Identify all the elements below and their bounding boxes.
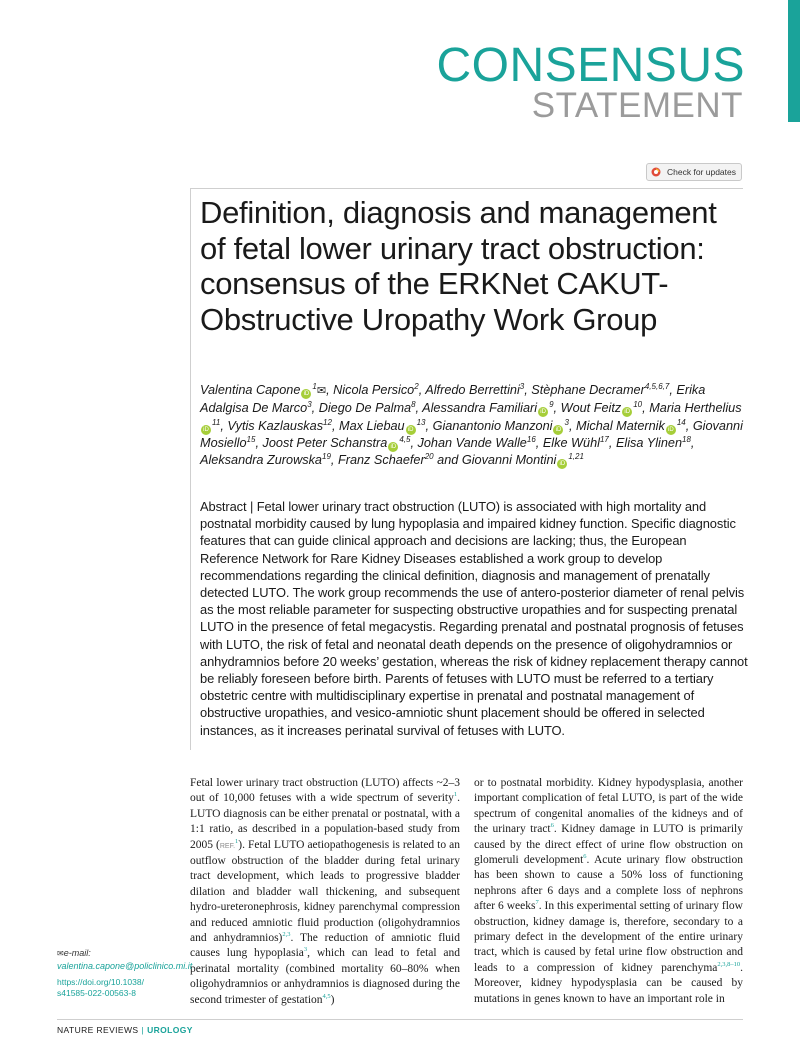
author-separator: , bbox=[220, 418, 228, 433]
citation-sup[interactable]: 6 bbox=[583, 853, 587, 861]
body-text: . The reduction of amniotic fluid causes lung hypoplasia bbox=[190, 932, 460, 960]
check-for-updates-button[interactable] bbox=[646, 163, 742, 181]
body-text: , which can lead to fetal and perinatal mortality (combined mortality 60–80% when oligohydramnios or anhydramnios is diagnosed during the second trimester of gestation bbox=[190, 947, 460, 1006]
author-affiliation: 3 bbox=[564, 417, 569, 427]
orcid-icon[interactable]: iD bbox=[406, 425, 416, 435]
author-name[interactable]: Vytis Kazlauskas bbox=[227, 418, 324, 433]
author-name[interactable]: Wout Feitz bbox=[560, 401, 622, 416]
author-name[interactable]: Giovanni Montini bbox=[461, 453, 557, 468]
email-link[interactable]: valentina.capone@policlinico.mi.it bbox=[57, 961, 193, 971]
author-affiliation: 1,21 bbox=[568, 451, 584, 461]
author-separator: , bbox=[415, 401, 423, 416]
body-text: ). Fetal LUTO aetiopathogenesis is related to an outflow obstruction of the bladder during fetal urinary tract development, which leads to progressive bladder dilation and bladder wall thickening, and subsequent hydro-ureteronephrosis, kidney parenchymal compression and reduced amniotic fluid production (oligohydramnios and anhydramnios) bbox=[190, 838, 460, 945]
citation-sup[interactable]: 1 bbox=[453, 791, 458, 799]
author-separator: , bbox=[642, 401, 650, 416]
author-separator: and bbox=[433, 453, 462, 468]
orcid-icon[interactable]: iD bbox=[622, 407, 632, 417]
mail-icon: ✉ bbox=[57, 949, 64, 958]
page-footer bbox=[57, 1025, 193, 1035]
author-name[interactable]: Valentina Capone bbox=[200, 383, 301, 397]
author-affiliation: 19 bbox=[322, 451, 331, 461]
check-for-updates-label: Check for updates bbox=[667, 167, 736, 177]
author-separator: , bbox=[330, 453, 338, 468]
author-name[interactable]: Max Liebau bbox=[339, 418, 405, 433]
author-affiliation: 4,5,6,7 bbox=[644, 381, 670, 391]
author-name[interactable]: Maria Herthelius bbox=[649, 401, 742, 416]
author-affiliation: 10 bbox=[633, 400, 643, 410]
citation-sup[interactable]: 3 bbox=[303, 946, 308, 954]
author-name[interactable]: Nicola Persico bbox=[333, 383, 415, 397]
author-separator: , bbox=[568, 418, 576, 433]
author-separator: , bbox=[255, 435, 263, 450]
section-brand-statement: STATEMENT bbox=[531, 86, 743, 125]
orcid-icon[interactable]: iD bbox=[301, 389, 311, 399]
doi-line-1: https://doi.org/10.1038/ bbox=[57, 977, 144, 987]
author-separator: , bbox=[311, 401, 319, 416]
mail-icon[interactable]: ✉ bbox=[316, 385, 327, 397]
author-affiliation: 3 bbox=[307, 400, 312, 410]
author-separator: , bbox=[331, 418, 340, 433]
author-affiliation: 13 bbox=[416, 417, 426, 427]
abstract-side-rule bbox=[190, 188, 191, 750]
author-affiliation: 4,5 bbox=[399, 434, 411, 444]
author-separator: , bbox=[326, 383, 334, 397]
orcid-icon[interactable]: iD bbox=[666, 425, 676, 435]
author-separator: , bbox=[535, 435, 543, 450]
author-affiliation: 16 bbox=[526, 434, 536, 444]
author-affiliation: 20 bbox=[424, 451, 434, 461]
abstract-divider: | bbox=[246, 499, 257, 514]
body-text: . Moreover, kidney hypodysplasia can be caused by mutations in genes known to have an important role in bbox=[474, 961, 743, 1005]
body-text: or to postnatal morbidity. Kidney hypodysplasia, another important complication of fetal LUTO, is part of the wide spectrum of congenital anomalies of the kidneys and of the urinary tract bbox=[474, 777, 743, 836]
section-brand-consensus: CONSENSUS bbox=[436, 39, 745, 92]
author-affiliation: 3 bbox=[519, 381, 525, 391]
reference-link[interactable]: REF. bbox=[219, 842, 236, 850]
body-column-right bbox=[474, 776, 743, 1007]
author-name[interactable]: Giovanni Mosiello bbox=[200, 418, 743, 450]
author-name[interactable]: Elisa Ylinen bbox=[615, 435, 683, 450]
author-separator: , bbox=[669, 383, 677, 397]
body-text: ) bbox=[330, 993, 335, 1006]
author-affiliation: 11 bbox=[212, 417, 221, 427]
correspondence-email bbox=[57, 947, 193, 972]
body-text: Fetal lower urinary tract obstruction (LUTO) affects ~2–3 out of 10,000 fetuses with a wide spectrum of severity bbox=[190, 777, 460, 805]
footer-rule bbox=[57, 1019, 743, 1020]
doi-line-2: s41585-022-00563-8 bbox=[57, 988, 136, 998]
orcid-icon[interactable]: iD bbox=[201, 425, 211, 435]
author-name[interactable]: Stèphane Decramer bbox=[531, 383, 645, 397]
author-affiliation: 8 bbox=[411, 400, 416, 410]
author-name[interactable]: Michal Maternik bbox=[576, 418, 665, 433]
abstract bbox=[200, 498, 748, 739]
abstract-text: Fetal lower urinary tract obstruction (LUTO) is associated with high mortality and postnatal morbidity caused by lung hypoplasia and impaired kidney function. Specific diagnostic features that can guide clinical approach and decisions are lacking; thus, the European Reference Network for Rare Kidney Diseases established a work group to develop recommendations regarding the clinical definition, diagnosis and management of prenatally detected LUTO. The work group recommends the use of antero-posterior diameter of renal pelvis as the most reliable parameter for suspecting obstructive uropathies and for suspecting prenatal LUTO in the presence of fetal megacystis. Regarding prenatal and postnatal prognosis of fetuses with LUTO, the risk of fetal and neonatal death depends on the presence of oligohydramnios or anhydramnios before 20 weeks’ gestation, whereas the risk of kidney replacement therapy cannot be reliably foreseen before birth. Parents of fetuses with LUTO must be referred to a tertiary obstetric centre with multidisciplinary expertise in prenatal and postnatal management of obstructive uropathies, and vesico-amniotic shunt placement should be offered in selected instances, as it increases perinatal survival of fetuses with LUTO. bbox=[200, 499, 748, 738]
body-text: . LUTO diagnosis can be either prenatal or postnatal, with a 1:1 ratio, as described in a population-based study from 2005 ( bbox=[190, 792, 460, 851]
author-separator: , bbox=[410, 435, 418, 450]
body-text: . Kidney damage in LUTO is primarily caused by the direct effect of urine flow obstruction on glomeruli development bbox=[474, 823, 743, 867]
orcid-icon[interactable]: iD bbox=[388, 442, 398, 452]
author-separator: , bbox=[608, 435, 616, 450]
author-name[interactable]: Erika Adalgisa De Marco bbox=[200, 383, 706, 416]
author-name[interactable]: Alessandra Familiari bbox=[422, 401, 538, 416]
accent-bar bbox=[788, 0, 800, 122]
orcid-icon[interactable]: iD bbox=[557, 459, 567, 469]
author-separator: , bbox=[690, 435, 695, 450]
author-affiliation: 9 bbox=[549, 400, 554, 410]
author-affiliation: 14 bbox=[676, 417, 686, 427]
title-rule bbox=[190, 188, 743, 189]
author-affiliation: 12 bbox=[323, 417, 332, 427]
footer-journal: UROLOGY bbox=[147, 1025, 193, 1035]
author-name[interactable]: Alfredo Berrettini bbox=[425, 383, 520, 397]
author-affiliation: 17 bbox=[599, 434, 609, 444]
author-name[interactable]: Elke Wühl bbox=[542, 435, 600, 450]
doi-link[interactable] bbox=[57, 977, 182, 999]
body-text: . Acute urinary flow obstruction has been shown to cause a 50% loss of functioning nephrons after 6 days and a complete loss of nephrons after 6 weeks bbox=[474, 854, 743, 913]
footer-separator: | bbox=[141, 1025, 145, 1035]
orcid-icon[interactable]: iD bbox=[538, 407, 548, 417]
author-separator: , bbox=[418, 383, 426, 397]
author-name[interactable]: Joost Peter Schanstra bbox=[262, 435, 388, 450]
author-separator: , bbox=[553, 401, 561, 416]
author-name[interactable]: Johan Vande Walle bbox=[417, 435, 527, 450]
citation-sup[interactable]: 2,3 bbox=[282, 931, 291, 939]
author-affiliation: 1 bbox=[312, 381, 317, 391]
citation-sup[interactable]: 4,5 bbox=[322, 992, 331, 1000]
author-list bbox=[200, 382, 750, 469]
citation-sup[interactable]: 7 bbox=[535, 899, 539, 907]
refresh-badge-icon bbox=[651, 167, 661, 177]
author-affiliation: 2 bbox=[414, 381, 419, 391]
author-separator: , bbox=[425, 418, 433, 433]
author-separator: , bbox=[685, 418, 693, 433]
body-column-left bbox=[190, 776, 460, 1008]
author-separator: , bbox=[524, 383, 532, 397]
article-title: Definition, diagnosis and management of fetal lower urinary tract obstruction: consensus of the ERKNet CAKUT-Obstructive Uropathy Work Group bbox=[200, 195, 717, 337]
author-name[interactable]: Diego De Palma bbox=[318, 401, 412, 416]
author-name[interactable]: Gianantonio Manzoni bbox=[432, 418, 553, 433]
footer-publisher: NATURE REVIEWS bbox=[57, 1025, 139, 1035]
author-affiliation: 18 bbox=[682, 434, 691, 444]
body-text: . In this experimental setting of urinary flow obstruction, kidney damage is, therefore, secondary to a primary defect in the development of the entire urinary tract, which is caused by fetal urine flow obstruction and leads to a compression of kidney parenchyma bbox=[474, 900, 743, 974]
email-label: e-mail: bbox=[63, 948, 91, 958]
citation-sup[interactable]: 1 bbox=[235, 837, 239, 845]
citation-sup[interactable]: 6 bbox=[550, 822, 554, 830]
orcid-icon[interactable]: iD bbox=[553, 425, 563, 435]
author-name[interactable]: Aleksandra Zurowska bbox=[200, 453, 322, 468]
citation-sup[interactable]: 2,3,8–10 bbox=[717, 961, 741, 969]
abstract-label: Abstract bbox=[200, 499, 247, 514]
author-name[interactable]: Franz Schaefer bbox=[337, 453, 425, 468]
author-affiliation: 15 bbox=[246, 434, 256, 444]
